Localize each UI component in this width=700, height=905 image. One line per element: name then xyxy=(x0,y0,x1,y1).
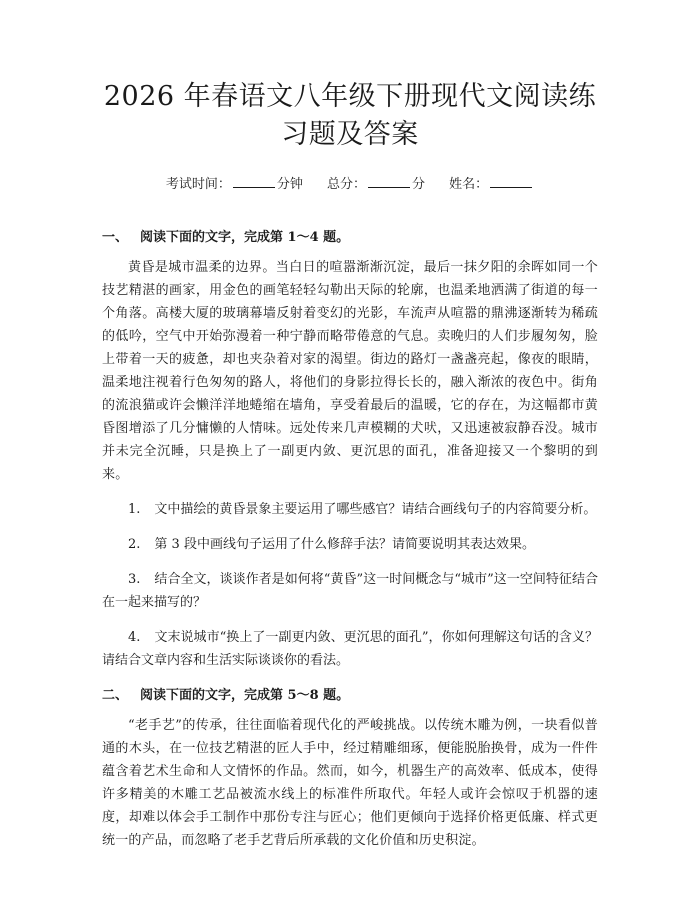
section-number: 二、 xyxy=(102,688,129,703)
score-unit: 分 xyxy=(412,177,426,192)
score-label: 总分： xyxy=(326,177,366,192)
section-instruction: 阅读下面的文字，完成第 1～4 题。 xyxy=(140,230,350,245)
question-3 xyxy=(102,568,598,614)
section-heading-1 xyxy=(102,228,598,248)
question-text: 文中描绘的黄昏景象主要运用了哪些感官？请结合画线句子的内容简要分析。 xyxy=(154,502,597,517)
question-text: 结合全文，谈谈作者是如何将“黄昏”这一时间概念与“城市”这一空间特征结合在一起来描写的？ xyxy=(102,572,598,610)
section-number: 一、 xyxy=(102,230,129,245)
time-unit: 分钟 xyxy=(276,177,303,192)
time-blank[interactable] xyxy=(233,175,275,188)
question-text: 文末说城市“换上了一副更内敛、更沉思的面孔”，你如何理解这句话的含义？请结合文章内容和生活实际谈谈你的看法。 xyxy=(102,630,598,668)
page-title: 2026 年春语文八年级下册现代文阅读练习题及答案 xyxy=(103,81,597,150)
reading-passage-1: 黄昏是城市温柔的边界。当白日的喧嚣渐渐沉淀，最后一抹夕阳的余晖如同一个技艺精湛的画家，用金色的画笔轻轻勾勒出天际的轮廓，也温柔地洒满了街道的每一个角落。高楼大厦的玻璃幕墙反射着变幻的光影，车流声从喧嚣的鼎沸逐渐转为稀疏的低吟，空气中开始弥漫着一种宁静而略带倦意的气息。卖晚归的人们步履匆匆，脸上带着一天的疲惫，却也夹杂着对家的渴望。街边的路灯一盏盏亮起，像夜的眼睛，温柔地注视着行色匆匆的路人，将他们的身影拉得长长的，融入渐浓的夜色中。街角的流浪猫或许会懒洋洋地蜷缩在墙角，享受着最后的温暖，它的存在，为这幅都市黄昏图增添了几分慵懒的人情味。远处传来几声模糊的犬吠，又迅速被寂静吞没。城市并未完全沉睡，只是换上了一副更内敛、更沉思的面孔，准备迎接又一个黎明的到来。 xyxy=(102,260,598,482)
question-1 xyxy=(102,498,598,521)
question-4 xyxy=(102,626,598,672)
exam-score xyxy=(327,177,429,192)
exam-time xyxy=(166,177,307,192)
question-number: 4. xyxy=(128,630,141,645)
name-blank[interactable] xyxy=(490,175,532,188)
exam-meta xyxy=(102,173,598,192)
question-number: 1. xyxy=(128,502,141,517)
exam-name xyxy=(449,177,534,192)
question-2 xyxy=(102,533,598,556)
section-heading-2 xyxy=(102,686,598,706)
question-number: 3. xyxy=(128,572,141,587)
time-label: 考试时间： xyxy=(165,177,231,192)
name-label: 姓名： xyxy=(449,177,489,192)
reading-passage-2: “老手艺”的传承，往往面临着现代化的严峻挑战。以传统木雕为例，一块看似普通的木头，在一位技艺精湛的匠人手中，经过精雕细琢，便能脱胎换骨，成为一件件蕴含着艺术生命和人文情怀的作品。然而，如今，机器生产的高效率、低成本，使得许多精美的木雕工艺品被流水线上的标准件所取代。年轻人或许会惊叹于机器的速度，却难以体会手工制作中那份专注与匠心；他们更倾向于选择价格更低廉、样式更统一的产品，而忽略了老手艺背后所承载的文化价值和历史积淀。 xyxy=(102,718,598,848)
section-instruction: 阅读下面的文字，完成第 5～8 题。 xyxy=(140,688,350,703)
question-text: 第 3 段中画线句子运用了什么修辞手法？请简要说明其表达效果。 xyxy=(154,537,535,552)
score-blank[interactable] xyxy=(368,175,410,188)
question-number: 2. xyxy=(128,537,141,552)
